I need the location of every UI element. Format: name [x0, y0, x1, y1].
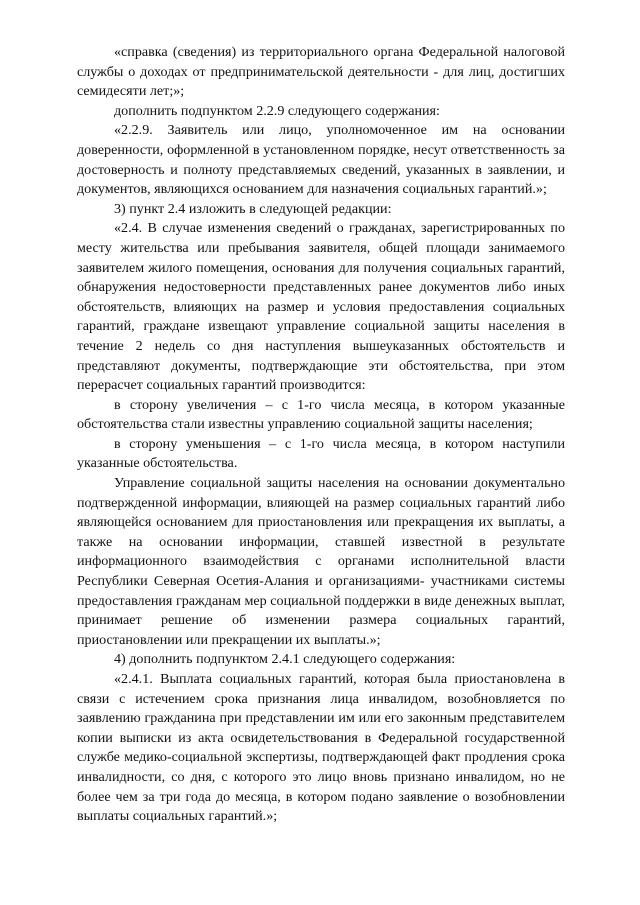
paragraph-2-2-9: «2.2.9. Заявитель или лицо, уполномоченное им на основании доверенности, оформленной в установленном порядке, несут ответственность за достоверность и полноту представляемых сведений, указанных в заявлении, и документов, являющихся основанием для назначения социальных гарантий.»;	[77, 122, 565, 198]
paragraph-item-4-intro: 4) дополнить подпунктом 2.4.1 следующего содержания:	[114, 651, 456, 668]
document-body	[77, 43, 565, 827]
paragraph-management-decision: Управление социальной защиты населения на основании документально подтвержденной информации, влияющей на размер социальных гарантий либо являющейся основанием для приостановления или прекращения их выплаты, а также на основании информации, ставшей известной в результате информационного взаимодействия с органами исполнительной власти Республики Северная Осетия-Алания и организациями- участниками системы предоставления гражданам мер социальной поддержки в виде денежных выплат, принимает решение об изменении размера социальных гарантий, приостановлении или прекращении их выплаты.»;	[77, 475, 565, 648]
paragraph-add-2-2-9-intro: дополнить подпунктом 2.2.9 следующего содержания:	[114, 102, 440, 119]
paragraph-decrease: в сторону уменьшения – с 1-го числа месяца, в котором наступили указанные обстоятельства.	[77, 435, 565, 472]
paragraph-2-4: «2.4. В случае изменения сведений о гражданах, зарегистрированных по месту жительства или пребывания заявителя, общей площади занимаемого заявителем жилого помещения, основания для получения социальных гарантий, обнаружения недостоверности представленных ранее документов либо иных обстоятельств, влияющих на размер и условия предоставления социальных гарантий, граждане извещают управление социальной защиты населения в течение 2 недель со дня наступления вышеуказанных обстоятельств и представляют документы, подтверждающие эти обстоятельства, при этом перерасчет социальных гарантий производится:	[77, 220, 565, 394]
paragraph-spravka-continuation: «справка (сведения) из территориального органа Федеральной налоговой службы о доходах от предпринимательской деятельности - для лиц, достигших семидесяти лет;»;	[77, 44, 565, 100]
paragraph-increase: в сторону увеличения – с 1-го числа месяца, в котором указанные обстоятельства стали известны управлению социальной защиты населения;	[77, 396, 565, 433]
paragraph-item-3-intro: 3) пункт 2.4 изложить в следующей редакции:	[114, 200, 392, 217]
paragraph-2-4-1: «2.4.1. Выплата социальных гарантий, которая была приостановлена в связи с истечением срока признания лица инвалидом, возобновляется по заявлению гражданина при представлении им или его законным представителем копии выписки из акта освидетельствования в Федеральной государственной службе медико-социальной экспертизы, подтверждающей факт продления срока инвалидности, со дня, с которого это лицо вновь признано инвалидом, но не более чем за три года до месяца, в котором подано заявление о возобновлении выплаты социальных гарантий.»;	[77, 671, 565, 825]
